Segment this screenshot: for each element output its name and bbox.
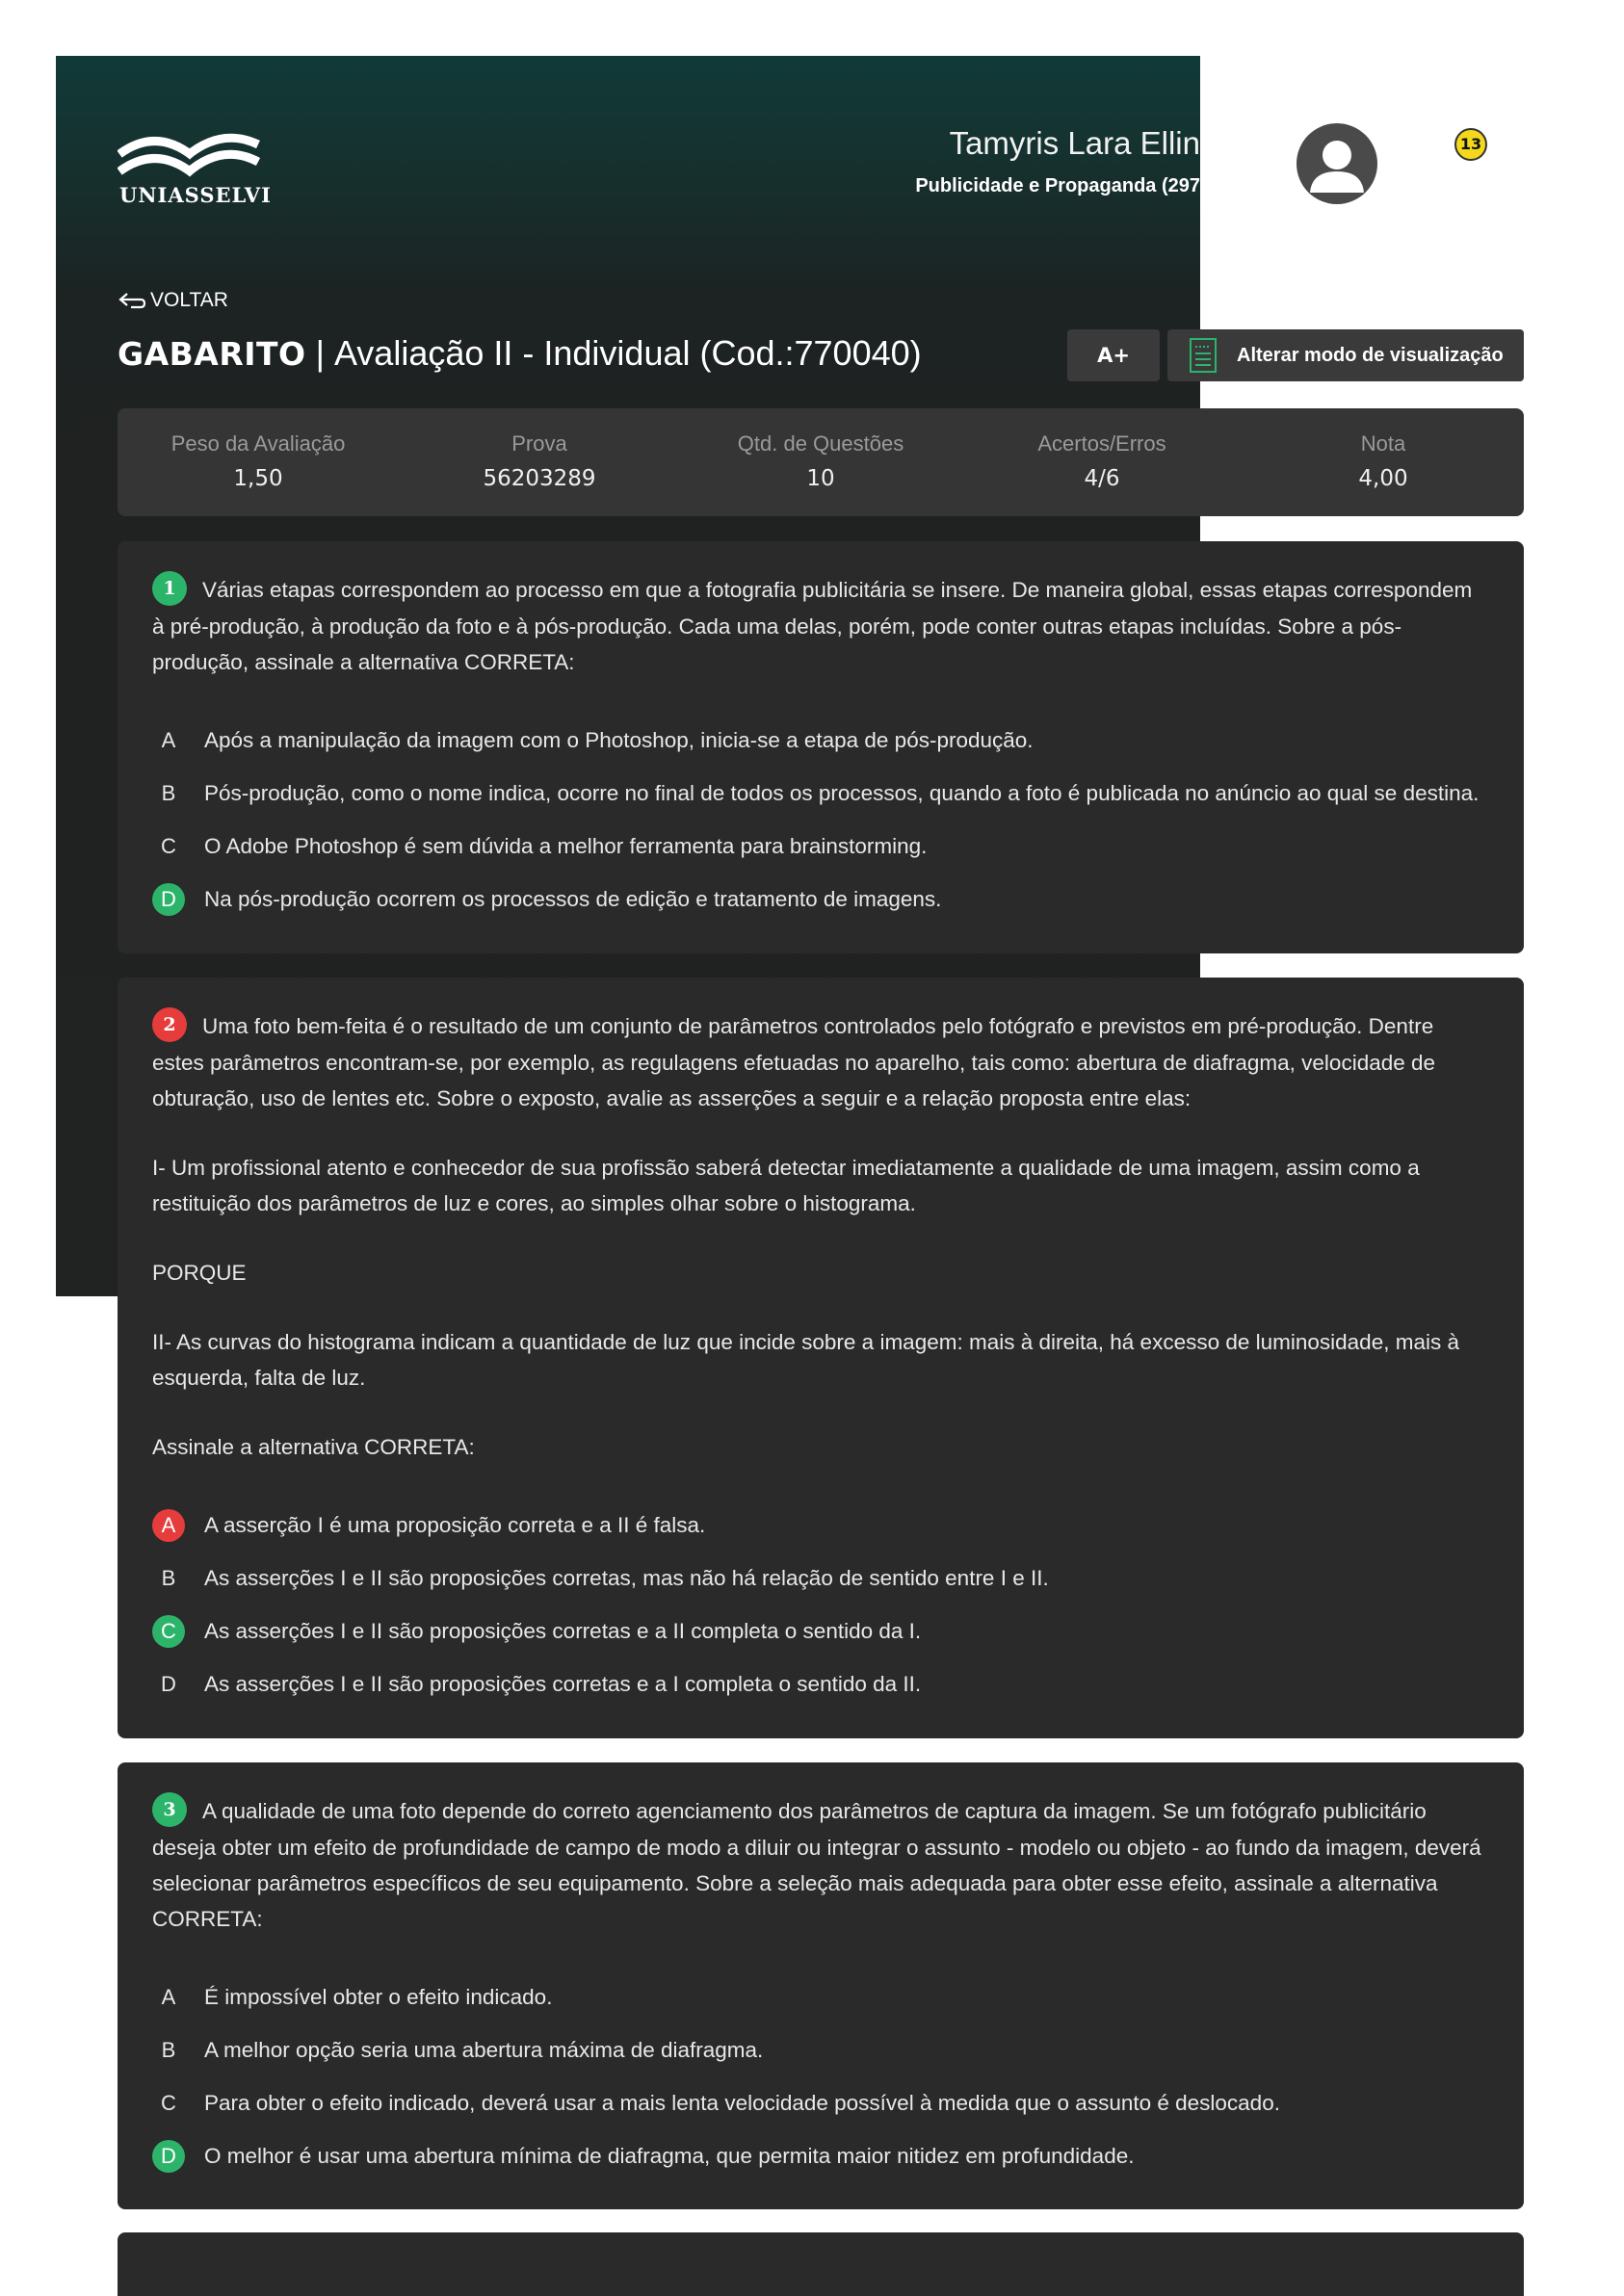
alternative-text: As asserções I e II são proposições corretas e a I completa o sentido da II. [204, 1671, 922, 1696]
alternative-d [152, 1657, 1489, 1710]
question-paragraph: A qualidade de uma foto depende do correto agenciamento dos parâmetros de captura da imagem. Se um fotógrafo publicitário deseja obter um efeito de profundidade de campo de modo a diluir ou integrar o assunto - modelo ou objeto - ao fundo da imagem, deverá selecionar parâmetros específicos de seu equipamento. Sobre a seleção mais adequada para obter esse efeito, assinale a alternativa CORRETA: [152, 1799, 1481, 1932]
alternative-text: Pós-produção, como o nome indica, ocorre no final de todos os processos, quando a foto é publicada no anúncio ao qual se destina. [204, 780, 1480, 805]
alternative-letter: A [161, 727, 176, 752]
alternative-text: A melhor opção seria uma abertura máxima de diafragma. [204, 2037, 764, 2062]
question-number-badge: 1 [152, 571, 187, 606]
alternative-text: A asserção I é uma proposição correta e a II é falsa. [204, 1512, 706, 1537]
user-name: Tamyris Lara Ellin [949, 125, 1200, 161]
question-text [152, 1008, 1489, 1465]
summary-exam [399, 408, 680, 516]
page-title [118, 333, 922, 374]
question-card-2 [118, 978, 1524, 1738]
summary-question-count [680, 408, 961, 516]
summary-hits-misses [961, 408, 1243, 516]
back-link[interactable] [118, 289, 228, 312]
alternative-letter: A [161, 1984, 176, 2009]
question-paragraph: Assinale a alternativa CORRETA: [152, 1435, 475, 1460]
alternative-text: O melhor é usar uma abertura mínima de diafragma, que permita maior nitidez em profundidade. [204, 2143, 1135, 2168]
alternative-text: Para obter o efeito indicado, deverá usar a mais lenta velocidade possível à medida que o assunto é deslocado. [204, 2090, 1280, 2115]
alternatives-list [152, 1499, 1489, 1710]
title-bold: GABARITO [118, 335, 306, 373]
alternatives-list [152, 714, 1489, 926]
summary-value: 1,50 [233, 466, 283, 491]
back-label: VOLTAR [150, 289, 228, 311]
alternative-text: Após a manipulação da imagem com o Photoshop, inicia-se a etapa de pós-produção. [204, 727, 1034, 752]
summary-value: 10 [806, 466, 835, 491]
title-separator: | [305, 333, 334, 373]
alternative-a [152, 1970, 1489, 2023]
summary-value: 4,00 [1358, 466, 1408, 491]
alternative-b [152, 767, 1489, 820]
summary-panel [118, 408, 1524, 516]
logo-text: UNIASSELVI [119, 183, 272, 207]
document-icon [1189, 337, 1218, 374]
alternative-letter: C [161, 2090, 176, 2115]
alternative-text: As asserções I e II são proposições corretas e a II completa o sentido da I. [204, 1618, 922, 1643]
notification-badge[interactable]: 13 [1454, 128, 1487, 161]
alternative-text: As asserções I e II são proposições corretas, mas não há relação de sentido entre I e II. [204, 1565, 1049, 1590]
alternative-letter: B [161, 2037, 176, 2062]
alternative-letter-wrong: A [152, 1509, 185, 1542]
alternative-letter-correct: C [152, 1615, 185, 1648]
summary-grade [1243, 408, 1524, 516]
alternative-c [152, 1605, 1489, 1657]
alternative-b [152, 2023, 1489, 2076]
alternative-letter: B [161, 1565, 176, 1590]
alternative-letter-correct: D [152, 2140, 185, 2173]
summary-label: Peso da Avaliação [170, 431, 346, 456]
user-icon [1297, 123, 1377, 204]
question-card-1 [118, 541, 1524, 953]
question-paragraph: Uma foto bem-feita é o resultado de um conjunto de parâmetros controlados pelo fotógrafo e previstos em pré-produção. Dentre estes parâmetros encontram-se, por exemplo, as regulagens efetuadas no aparelho, tais como: abertura de diafragma, velocidade de obturação, uso de lentes etc. Sobre o exposto, avalie as asserções a seguir e a relação proposta entre elas: [152, 1014, 1436, 1111]
summary-weight [118, 408, 399, 516]
question-paragraph: Várias etapas correspondem ao processo em que a fotografia publicitária se insere. De maneira global, essas etapas correspondem à pré-produção, à produção da foto e à pós-produção. Cada uma delas, porém, pode conter outras etapas incluídas. Sobre a pós-produção, assinale a alternativa CORRETA: [152, 578, 1473, 675]
alternative-d [152, 873, 1489, 926]
alternative-letter: C [161, 833, 176, 858]
summary-value: 4/6 [1084, 466, 1120, 491]
alternative-a [152, 1499, 1489, 1552]
question-number-badge: 3 [152, 1792, 187, 1827]
alternative-text: Na pós-produção ocorrem os processos de edição e tratamento de imagens. [204, 886, 942, 911]
summary-label: Acertos/Erros [1037, 431, 1166, 456]
summary-value: 56203289 [483, 466, 596, 491]
alternative-text: É impossível obter o efeito indicado. [204, 1984, 553, 2009]
question-number-badge: 2 [152, 1007, 187, 1042]
alternative-letter: B [161, 780, 176, 805]
question-paragraph: II- As curvas do histograma indicam a quantidade de luz que incide sobre a imagem: mais à direita, há excesso de luminosidade, mais à esquerda, falta de luz. [152, 1330, 1459, 1391]
alternatives-list [152, 1970, 1489, 2182]
question-text [152, 572, 1489, 680]
alternative-a [152, 714, 1489, 767]
view-mode-label: Alterar modo de visualização [1237, 344, 1504, 366]
font-size-button[interactable]: A+ [1067, 329, 1160, 381]
uniasselvi-logo[interactable] [118, 123, 272, 210]
alternative-c [152, 820, 1489, 873]
return-arrow-icon [118, 290, 146, 311]
question-card-4 [118, 2232, 1524, 2296]
summary-label: Prova [511, 431, 567, 456]
question-paragraph: I- Um profissional atento e conhecedor de sua profissão saberá detectar imediatamente a qualidade de uma imagem, assim como a restituição dos parâmetros de luz e cores, ao simples olhar sobre o histograma. [152, 1156, 1420, 1216]
summary-label: Qtd. de Questões [737, 431, 904, 456]
view-mode-button[interactable] [1167, 329, 1524, 381]
title-rest: Avaliação II - Individual (Cod.:770040) [333, 333, 922, 373]
summary-label: Nota [1360, 431, 1406, 456]
question-card-3 [118, 1762, 1524, 2209]
avatar[interactable] [1297, 123, 1377, 204]
question-text [152, 1793, 1489, 1937]
alternative-c [152, 2076, 1489, 2129]
user-info [826, 125, 1200, 202]
alternative-letter-correct: D [152, 883, 185, 916]
alternative-letter: D [161, 1671, 176, 1696]
question-paragraph: PORQUE [152, 1261, 247, 1286]
book-logo-icon [118, 123, 262, 181]
alternative-text: O Adobe Photoshop é sem dúvida a melhor ferramenta para brainstorming. [204, 833, 928, 858]
user-course: Publicidade e Propaganda (297 [915, 175, 1200, 196]
alternative-b [152, 1552, 1489, 1605]
alternative-d [152, 2129, 1489, 2182]
